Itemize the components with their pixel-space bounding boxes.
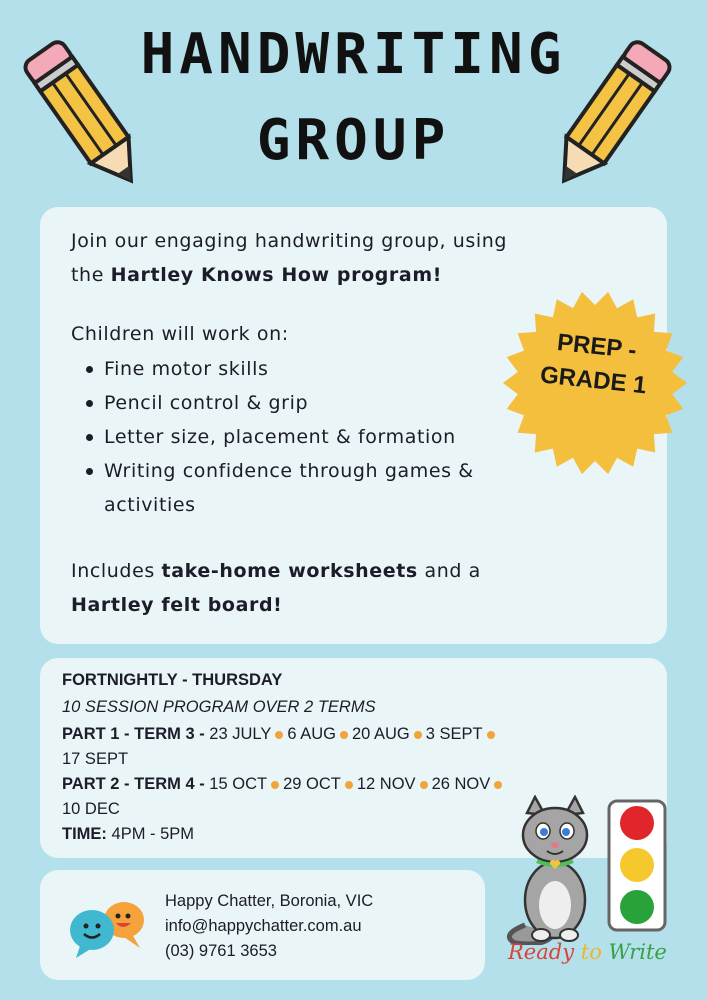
part-2-dates: PART 2 - TERM 4 - 15 OCT 29 OCT 12 NOV 26 NOV <box>62 775 506 794</box>
contact-card <box>40 870 485 980</box>
intro-line-2: the Hartley Knows How program! <box>71 264 442 286</box>
contact-email[interactable]: info@happychatter.com.au <box>165 917 362 935</box>
frequency: FORTNIGHTLY - THURSDAY <box>62 671 283 689</box>
list-item: Pencil control & grip <box>104 386 544 420</box>
chat-bubbles-icon <box>66 898 146 958</box>
skills-list <box>104 352 544 522</box>
pencil-icon <box>20 30 150 200</box>
list-item: Writing confidence through games & activities <box>104 454 544 522</box>
part-1-dates-cont: 17 SEPT <box>62 750 129 768</box>
contact-phone[interactable]: (03) 9761 3653 <box>165 942 277 960</box>
title-line-1: HANDWRITING <box>140 22 567 87</box>
includes-line-1: Includes take-home worksheets and a <box>71 560 481 582</box>
part-2-dates-cont: 10 DEC <box>62 800 120 818</box>
badge-label: PREP - GRADE 1 <box>538 329 648 400</box>
traffic-light-icon <box>606 798 668 933</box>
list-item: Letter size, placement & formation <box>104 420 544 454</box>
cat-mascot-icon <box>505 795 605 945</box>
list-item: Fine motor skills <box>104 352 544 386</box>
includes-line-2: Hartley felt board! <box>71 594 283 616</box>
ready-to-write-logo: Ready to Write <box>508 940 667 964</box>
part-1-dates: PART 1 - TERM 3 - 23 JULY 6 AUG 20 AUG 3 SEPT <box>62 725 499 744</box>
pencil-icon <box>545 30 675 200</box>
session-time: TIME: 4PM - 5PM <box>62 825 195 843</box>
program-length: 10 SESSION PROGRAM OVER 2 TERMS <box>62 698 376 716</box>
program-name: Hartley Knows How program! <box>110 264 442 286</box>
contact-location: Happy Chatter, Boronia, VIC <box>165 892 374 910</box>
title-line-2: GROUP <box>256 108 451 173</box>
work-on-heading: Children will work on: <box>71 323 289 345</box>
intro-line-1: Join our engaging handwriting group, using <box>71 230 508 252</box>
